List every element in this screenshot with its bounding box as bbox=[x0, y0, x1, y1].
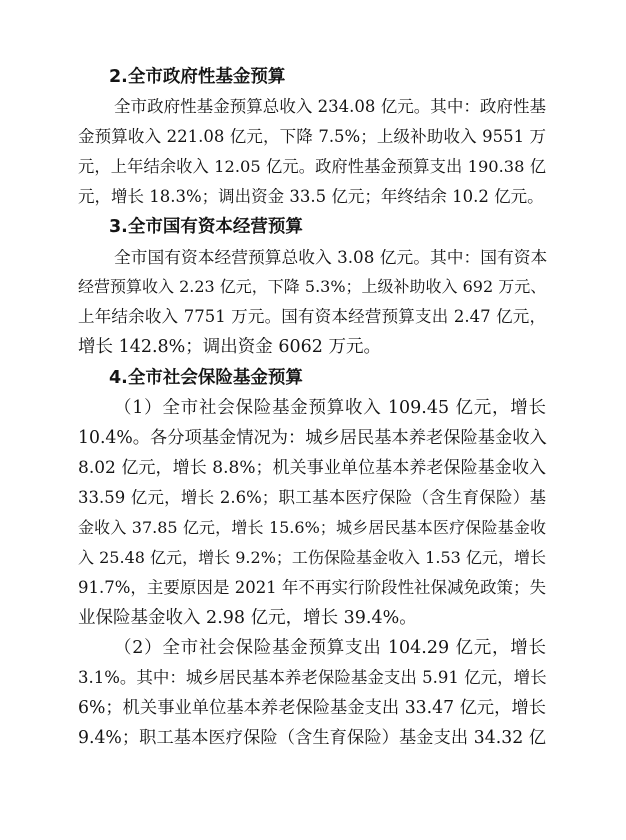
paragraph-line: 入 25.48 亿元，增长 9.2%；工伤保险基金收入 1.53 亿元，增长 bbox=[78, 548, 546, 567]
paragraph-line: 8.02 亿元，增长 8.8%；机关事业单位基本养老保险基金收入 bbox=[78, 458, 546, 478]
paragraph-line: 全市国有资本经营预算总收入 3.08 亿元。其中：国有资本 bbox=[114, 247, 548, 267]
paragraph-line: 全市政府性基金预算总收入 234.08 亿元。其中：政府性基 bbox=[114, 97, 546, 116]
paragraph-line: 33.59 亿元，增长 2.6%；职工基本医疗保险（含生育保险）基 bbox=[78, 488, 546, 507]
paragraph-line: 6%；机关事业单位基本养老保险基金支出 33.47 亿元，增长 bbox=[78, 698, 546, 718]
section-heading-government-fund: 2.全市政府性基金预算 bbox=[109, 67, 286, 87]
paragraph-line: 3.1%。其中：城乡居民基本养老保险基金支出 5.91 亿元，增长 bbox=[78, 668, 547, 687]
section-heading-social-insurance: 4.全市社会保险基金预算 bbox=[109, 368, 303, 388]
paragraph-line: 10.4%。各分项基金情况为：城乡居民基本养老保险基金收入 bbox=[78, 428, 547, 448]
paragraph-line: 业保险基金收入 2.98 亿元，增长 39.4%。 bbox=[78, 608, 417, 628]
paragraph-line: 上年结余收入 7751 万元。国有资本经营预算支出 2.47 亿元， bbox=[78, 307, 546, 326]
paragraph-line: 金收入 37.85 亿元，增长 15.6%；城乡居民基本医疗保险基金收 bbox=[78, 518, 546, 537]
paragraph-line: 元，增长 18.3%；调出资金 33.5 亿元；年终结余 10.2 亿元。 bbox=[78, 187, 544, 206]
section-heading-state-capital: 3.全市国有资本经营预算 bbox=[109, 217, 303, 237]
paragraph-line: 元，上年结余收入 12.05 亿元。政府性基金预算支出 190.38 亿 bbox=[78, 157, 546, 176]
paragraph-line: 经营预算收入 2.23 亿元，下降 5.3%；上级补助收入 692 万元、 bbox=[78, 277, 547, 296]
paragraph-line: 金预算收入 221.08 亿元，下降 7.5%；上级补助收入 9551 万 bbox=[78, 127, 546, 146]
paragraph-line: （1）全市社会保险基金预算收入 109.45 亿元，增长 bbox=[114, 398, 546, 418]
paragraph-line: 91.7%，主要原因是 2021 年不再实行阶段性社保减免政策；失 bbox=[78, 578, 546, 597]
paragraph-line: 9.4%；职工基本医疗保险（含生育保险）基金支出 34.32 亿 bbox=[78, 728, 546, 748]
paragraph-line: 增长 142.8%；调出资金 6062 万元。 bbox=[78, 337, 381, 357]
paragraph-line: （2）全市社会保险基金预算支出 104.29 亿元，增长 bbox=[114, 638, 546, 658]
